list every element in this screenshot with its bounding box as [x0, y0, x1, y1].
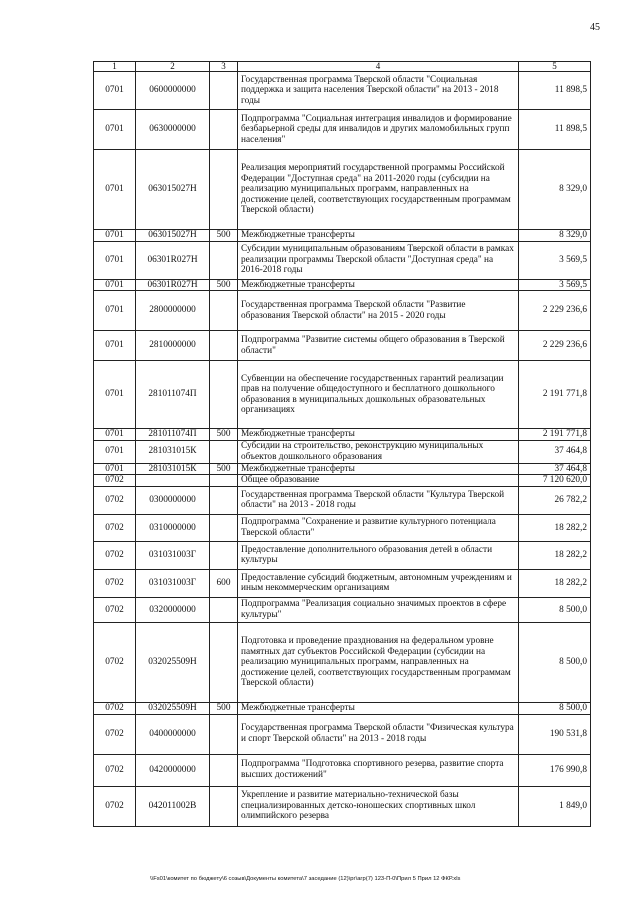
table-row: [94, 475, 591, 487]
cell-c1: 0702: [94, 569, 136, 597]
table-row: [94, 754, 591, 786]
cell-c1: 0701: [94, 291, 136, 331]
cell-c1: 0701: [94, 230, 136, 242]
cell-c2: 031031003Г: [136, 569, 210, 597]
cell-c3: 500: [210, 702, 238, 714]
cell-c3: [210, 440, 238, 463]
cell-c4: Подпрограмма "Социальная интеграция инвалидов и формирование безбарьерной среды для инвалидов и других маломобильных групп населения": [238, 110, 519, 150]
table-row: [94, 786, 591, 826]
cell-c2: 0630000000: [136, 110, 210, 150]
cell-c3: [210, 597, 238, 622]
cell-c5: 37 464,8: [519, 463, 591, 475]
cell-c1: 0701: [94, 440, 136, 463]
cell-c4: Общее образование: [238, 475, 519, 487]
cell-c4: Государственная программа Тверской области "Культура Тверской области" на 2013 - 2018 годы: [238, 486, 519, 514]
cell-c4: Государственная программа Тверской области "Развитие образования Тверской области" на 2015 - 2020 годы: [238, 291, 519, 331]
table-row: [94, 291, 591, 331]
cell-c2: 2810000000: [136, 331, 210, 361]
cell-c3: [210, 622, 238, 702]
page-number: 45: [590, 22, 600, 33]
cell-c2: 0320000000: [136, 597, 210, 622]
cell-c2: 063015027Н: [136, 150, 210, 230]
cell-c5: 37 464,8: [519, 440, 591, 463]
table-row: [94, 150, 591, 230]
cell-c2: 0420000000: [136, 754, 210, 786]
cell-c5: 8 329,0: [519, 150, 591, 230]
header-col-3: 3: [210, 62, 238, 72]
cell-c1: 0701: [94, 463, 136, 475]
cell-c2: [136, 475, 210, 487]
header-col-4: 4: [238, 62, 519, 72]
cell-c5: 26 782,2: [519, 486, 591, 514]
cell-c5: 18 282,2: [519, 514, 591, 541]
cell-c1: 0702: [94, 475, 136, 487]
cell-c2: 2800000000: [136, 291, 210, 331]
table-row: [94, 714, 591, 754]
cell-c4: Реализация мероприятий государственной программы Российской Федерации "Доступная среда" на 2011-2020 годы (субсидии на реализацию муниципальных программ, направленных на достижение целей, соответствующих государственным программам Тверской области): [238, 150, 519, 230]
cell-c5: 8 500,0: [519, 622, 591, 702]
cell-c5: 8 500,0: [519, 702, 591, 714]
cell-c5: 7 120 620,0: [519, 475, 591, 487]
cell-c2: 06301R027Н: [136, 241, 210, 279]
table-row: [94, 331, 591, 361]
cell-c2: 042011002В: [136, 786, 210, 826]
cell-c2: 0310000000: [136, 514, 210, 541]
cell-c4: Предоставление дополнительного образования детей в области культуры: [238, 541, 519, 569]
cell-c3: [210, 361, 238, 429]
cell-c1: 0702: [94, 714, 136, 754]
table-row: [94, 702, 591, 714]
cell-c2: 0300000000: [136, 486, 210, 514]
table-body: [94, 72, 591, 827]
cell-c3: [210, 241, 238, 279]
cell-c3: 600: [210, 569, 238, 597]
cell-c3: 500: [210, 429, 238, 441]
cell-c2: 281031015К: [136, 463, 210, 475]
table-row: [94, 72, 591, 110]
cell-c3: [210, 541, 238, 569]
cell-c5: 2 191 771,8: [519, 361, 591, 429]
cell-c4: Подготовка и проведение празднования на федеральном уровне памятных дат субъектов Российской Федерации (субсидии на реализацию муниципальных программ, направленных на достижение целей, соответствующих государственным программам Тверской области): [238, 622, 519, 702]
cell-c3: [210, 514, 238, 541]
cell-c3: [210, 786, 238, 826]
header-col-1: 1: [94, 62, 136, 72]
cell-c1: 0702: [94, 786, 136, 826]
cell-c1: 0701: [94, 279, 136, 291]
cell-c1: 0701: [94, 72, 136, 110]
cell-c3: [210, 291, 238, 331]
cell-c4: Укрепление и развитие материально-технической базы специализированных детско-юношеских спортивных школ олимпийского резерва: [238, 786, 519, 826]
table-row: [94, 241, 591, 279]
cell-c2: 0400000000: [136, 714, 210, 754]
cell-c2: 063015027Н: [136, 230, 210, 242]
table-header-row: [94, 62, 591, 72]
cell-c2: 06301R027Н: [136, 279, 210, 291]
cell-c4: Межбюджетные трансферты: [238, 429, 519, 441]
cell-c4: Межбюджетные трансферты: [238, 702, 519, 714]
cell-c4: Подпрограмма "Подготовка спортивного резерва, развитие спорта высших достижений": [238, 754, 519, 786]
cell-c2: 0600000000: [136, 72, 210, 110]
budget-table: [93, 61, 591, 827]
cell-c4: Подпрограмма "Сохранение и развитие культурного потенциала Тверской области": [238, 514, 519, 541]
table-row: [94, 429, 591, 441]
cell-c4: Межбюджетные трансферты: [238, 463, 519, 475]
cell-c5: 176 990,8: [519, 754, 591, 786]
cell-c3: 500: [210, 279, 238, 291]
file-path-footer: \\Fs01\комитет по бюджету\6 созыв\Документы комитета\7 заседание (12)\рг\агр(7) 123-П-0\Прил 5 Прил 12 ФКР.xls: [150, 876, 461, 882]
cell-c5: 11 898,5: [519, 72, 591, 110]
cell-c4: Предоставление субсидий бюджетным, автономным учреждениям и иным некоммерческим организациям: [238, 569, 519, 597]
cell-c5: 8 500,0: [519, 597, 591, 622]
cell-c4: Подпрограмма "Реализация социально значимых проектов в сфере культуры": [238, 597, 519, 622]
table-row: [94, 514, 591, 541]
cell-c1: 0702: [94, 622, 136, 702]
table-row: [94, 279, 591, 291]
cell-c3: [210, 475, 238, 487]
cell-c1: 0701: [94, 361, 136, 429]
header-col-2: 2: [136, 62, 210, 72]
cell-c1: 0702: [94, 486, 136, 514]
cell-c4: Государственная программа Тверской области "Физическая культура и спорт Тверской области" на 2013 - 2018 годы: [238, 714, 519, 754]
cell-c1: 0701: [94, 331, 136, 361]
cell-c4: Межбюджетные трансферты: [238, 279, 519, 291]
cell-c2: 281011074П: [136, 361, 210, 429]
cell-c3: [210, 110, 238, 150]
cell-c4: Подпрограмма "Развитие системы общего образования в Тверской области": [238, 331, 519, 361]
cell-c4: Межбюджетные трансферты: [238, 230, 519, 242]
cell-c1: 0702: [94, 702, 136, 714]
table-row: [94, 622, 591, 702]
cell-c4: Субвенции на обеспечение государственных гарантий реализации прав на получение общедоступного и бесплатного дошкольного образования в муниципальных дошкольных образовательных организациях: [238, 361, 519, 429]
header-col-5: 5: [519, 62, 591, 72]
table-row: [94, 486, 591, 514]
table-row: [94, 110, 591, 150]
cell-c3: [210, 754, 238, 786]
cell-c1: 0701: [94, 150, 136, 230]
cell-c3: 500: [210, 463, 238, 475]
cell-c4: Государственная программа Тверской области "Социальная поддержка и защита населения Тверской области" на 2013 - 2018 годы: [238, 72, 519, 110]
cell-c3: [210, 331, 238, 361]
cell-c2: 281031015К: [136, 440, 210, 463]
cell-c1: 0701: [94, 110, 136, 150]
table-row: [94, 463, 591, 475]
cell-c3: [210, 714, 238, 754]
cell-c2: 031031003Г: [136, 541, 210, 569]
cell-c5: 3 569,5: [519, 241, 591, 279]
cell-c5: 11 898,5: [519, 110, 591, 150]
table-row: [94, 569, 591, 597]
cell-c4: Субсидии муниципальным образованиям Тверской области в рамках реализации программы Тверской области "Доступная среда" на 2016-2018 годы: [238, 241, 519, 279]
cell-c5: 2 229 236,6: [519, 291, 591, 331]
cell-c5: 2 191 771,8: [519, 429, 591, 441]
table-row: [94, 361, 591, 429]
cell-c1: 0702: [94, 541, 136, 569]
table-row: [94, 597, 591, 622]
cell-c4: Субсидии на строительство, реконструкцию муниципальных объектов дошкольного образования: [238, 440, 519, 463]
cell-c5: 18 282,2: [519, 541, 591, 569]
cell-c5: 18 282,2: [519, 569, 591, 597]
cell-c3: 500: [210, 230, 238, 242]
cell-c3: [210, 150, 238, 230]
cell-c5: 2 229 236,6: [519, 331, 591, 361]
cell-c1: 0702: [94, 597, 136, 622]
cell-c5: 3 569,5: [519, 279, 591, 291]
cell-c3: [210, 72, 238, 110]
cell-c5: 1 849,0: [519, 786, 591, 826]
cell-c1: 0701: [94, 429, 136, 441]
table-row: [94, 541, 591, 569]
cell-c2: 032025509Н: [136, 622, 210, 702]
cell-c1: 0702: [94, 514, 136, 541]
cell-c5: 190 531,8: [519, 714, 591, 754]
table-row: [94, 440, 591, 463]
cell-c1: 0701: [94, 241, 136, 279]
cell-c2: 281011074П: [136, 429, 210, 441]
cell-c1: 0702: [94, 754, 136, 786]
cell-c3: [210, 486, 238, 514]
table-row: [94, 230, 591, 242]
cell-c5: 8 329,0: [519, 230, 591, 242]
cell-c2: 032025509Н: [136, 702, 210, 714]
